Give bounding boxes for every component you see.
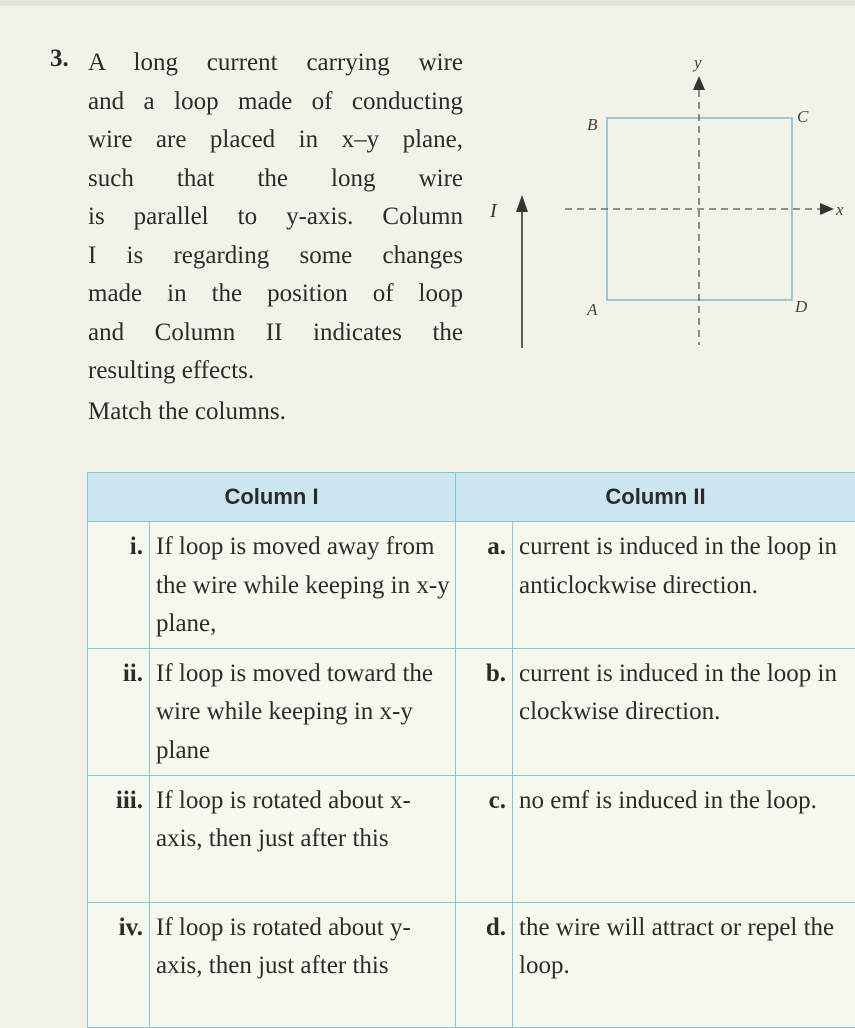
row-number: iii.	[88, 775, 150, 902]
row-number: ii.	[88, 648, 150, 775]
corner-a-label: A	[586, 300, 598, 319]
question-text	[88, 44, 463, 391]
match-table	[87, 472, 855, 1028]
column-2-header: Column II	[456, 473, 855, 522]
table-header-row	[88, 473, 855, 522]
question-line: and a loop made of conducting	[88, 83, 463, 122]
table-row	[88, 775, 855, 902]
page-top-border	[0, 0, 855, 6]
current-label: I	[489, 200, 498, 222]
column-2-cell: no emf is induced in the loop.	[513, 775, 855, 902]
row-number: i.	[88, 522, 150, 649]
question-number: 3.	[50, 45, 69, 73]
column-1-cell: If loop is moved away from the wire while keeping in x-y plane,	[150, 522, 456, 649]
wire-loop-diagram	[470, 50, 855, 360]
question-line: made in the position of loop	[88, 275, 463, 314]
table-row	[88, 902, 855, 1027]
question-line: I is regarding some changes	[88, 237, 463, 276]
corner-c-label: C	[797, 107, 809, 126]
column-1-cell: If loop is rotated about x-axis, then just after this	[150, 775, 456, 902]
column-1-cell: If loop is moved toward the wire while keeping in x-y plane	[150, 648, 456, 775]
table-row	[88, 522, 855, 649]
y-axis-label: y	[692, 53, 702, 72]
x-axis-label: x	[835, 200, 844, 219]
corner-b-label: B	[587, 115, 598, 134]
column-2-cell: current is induced in the loop in anticlockwise direction.	[513, 522, 855, 649]
column-2-cell: the wire will attract or repel the loop.	[513, 902, 855, 1027]
question-line: such that the long wire	[88, 160, 463, 199]
corner-d-label: D	[794, 297, 808, 316]
row-letter: c.	[456, 775, 513, 902]
row-number: iv.	[88, 902, 150, 1027]
question-line: wire are placed in x–y plane,	[88, 121, 463, 160]
row-letter: b.	[456, 648, 513, 775]
question-line: is parallel to y-axis. Column	[88, 198, 463, 237]
x-axis-arrow-icon	[820, 203, 834, 215]
row-letter: a.	[456, 522, 513, 649]
table-row	[88, 648, 855, 775]
question-line: A long current carrying wire	[88, 44, 463, 83]
y-axis-arrow-icon	[693, 76, 705, 90]
question-line: resulting effects.	[88, 352, 463, 391]
column-2-cell: current is induced in the loop in clockwise direction.	[513, 648, 855, 775]
column-1-header: Column I	[88, 473, 456, 522]
current-arrow-icon	[516, 195, 528, 212]
column-1-cell: If loop is rotated about y-axis, then just after this	[150, 902, 456, 1027]
row-letter: d.	[456, 902, 513, 1027]
question-line: and Column II indicates the	[88, 314, 463, 353]
instruction: Match the columns.	[88, 398, 286, 426]
